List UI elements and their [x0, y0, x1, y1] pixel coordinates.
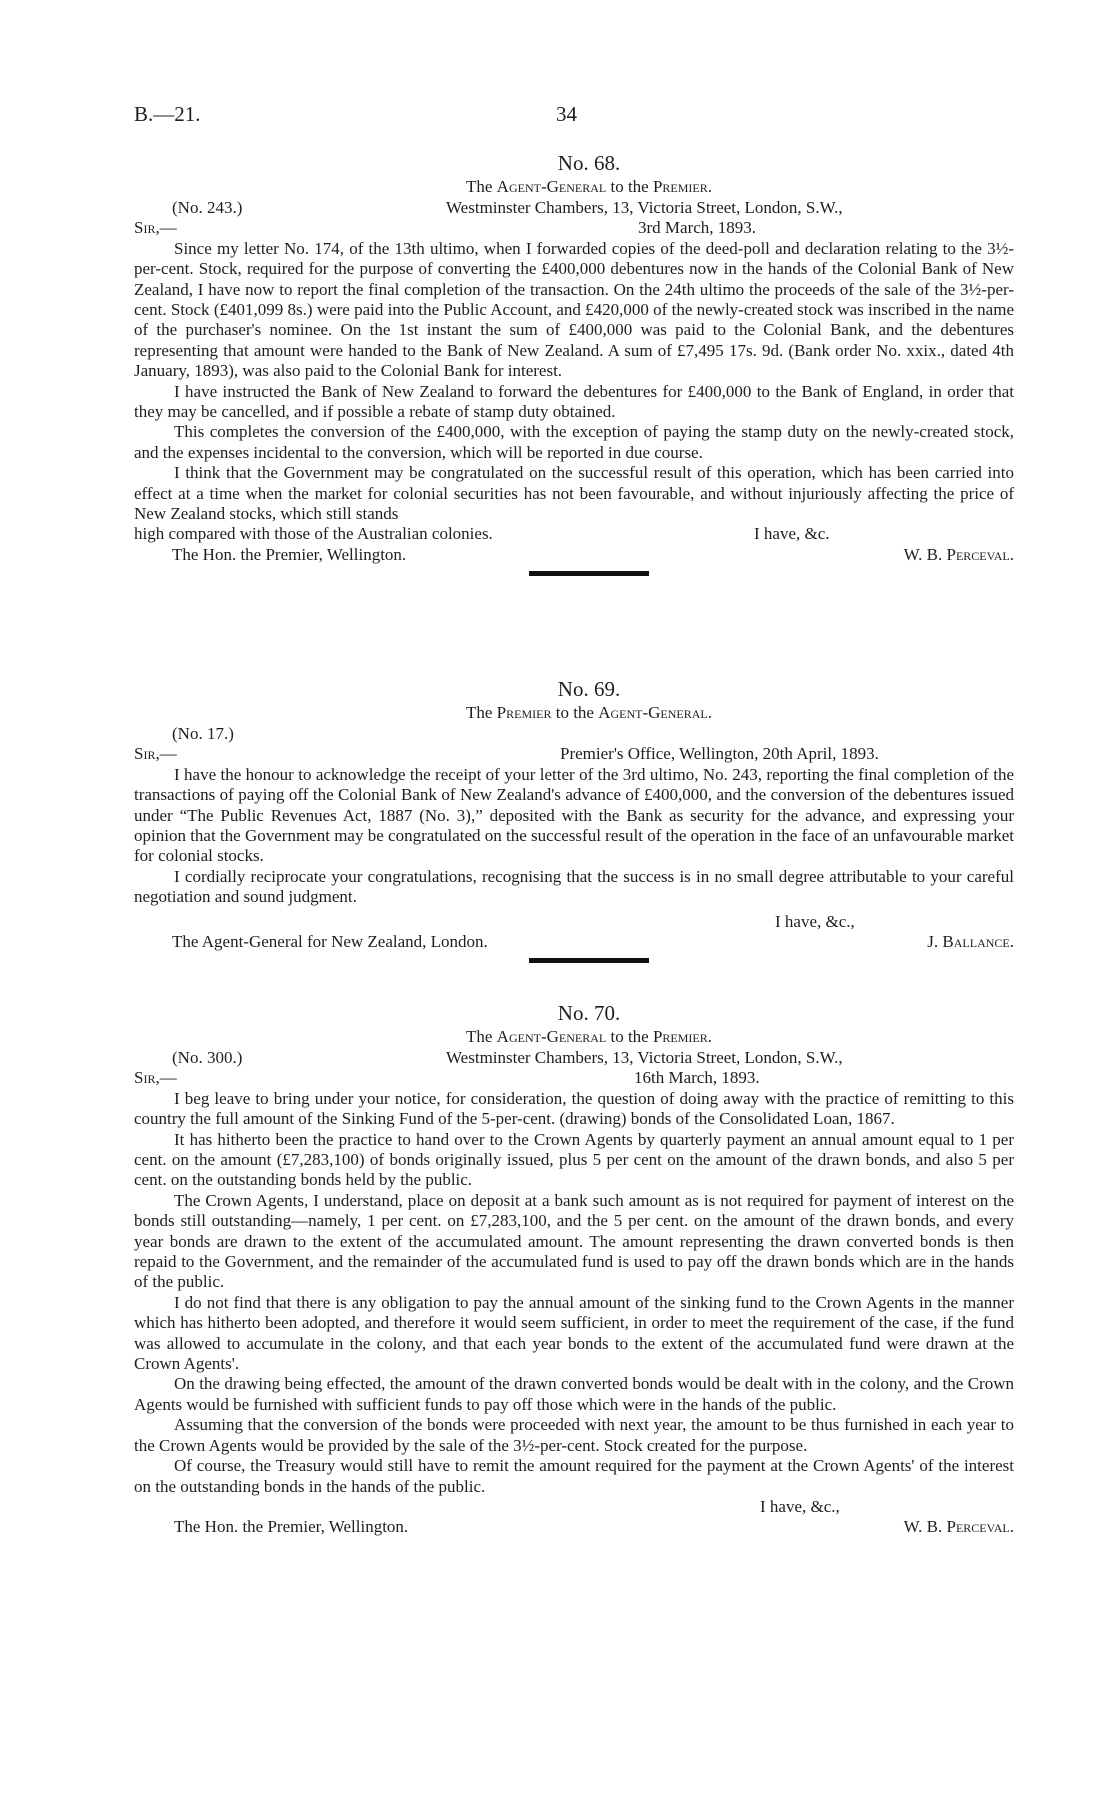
paragraph: Assuming that the conversion of the bonds were proceeded with next year, the amount to be thus furnished in each year to the Crown Agents would be provided by the sale of the 3½-per-cent. Stock created for the purpose. [134, 1415, 1014, 1455]
paragraph: Of course, the Treasury would still have to remit the amount required for the payment at the Crown Agents' of the interest on the outstanding bonds in the hands of the public. [134, 1456, 1014, 1496]
letter-reference: (No. 243.) [172, 198, 243, 217]
signature: W. B. Perceval. [903, 1517, 1014, 1537]
section-divider [529, 958, 649, 963]
letter-69 [134, 676, 1014, 973]
letter-reference: (No. 300.) [172, 1048, 243, 1067]
paragraph: I cordially reciprocate your congratulations, recognising that the success is in no small degree attributable to your careful negotiation and sound judgment. [134, 866, 1014, 907]
letter-reference: (No. 17.) [172, 724, 234, 743]
recipient: Agent-General [598, 703, 708, 722]
salutation: Sir,— [134, 218, 177, 238]
paragraph: I do not find that there is any obligation to pay the annual amount of the sinking fund to the Crown Agents in the manner which has hitherto been adopted, and therefore it would seem sufficient, in order to meet the requirement of the case, if the fund was allowed to accumulate in the colony, and that each year bonds to the extent of the accumulated fund were drawn at the Crown Agents'. [134, 1292, 1014, 1374]
closing: I have, &c., [760, 1496, 840, 1516]
salutation: Sir,— [134, 1068, 177, 1088]
document-code: B.—21. [134, 102, 201, 126]
paragraph-last-line: high compared with those of the Australian colonies. [134, 524, 493, 544]
letter-body [134, 1089, 1014, 1497]
sender: Agent-General [496, 177, 607, 196]
sender-address: Westminster Chambers, 13, Victoria Street, London, S.W., [446, 198, 843, 217]
signature: W. B. Perceval. [903, 544, 1014, 564]
letter-date: 3rd March, 1893. [638, 218, 757, 238]
sender: Agent-General [496, 1027, 607, 1046]
letter-title: The Premier to the Agent-General. [465, 703, 713, 722]
letter-68 [134, 150, 1014, 586]
paragraph: This completes the conversion of the £400,000, with the exception of paying the stamp duty on the newly-created stock, and the expenses incidental to the conversion, which will be reported in due course. [134, 422, 1014, 462]
letter-title: The Agent-General to the Premier. [465, 1027, 713, 1046]
recipient: Premier [652, 1027, 708, 1046]
signature: J. Ballance. [927, 932, 1014, 952]
salutation: Sir,— [134, 744, 177, 764]
letter-title: The Agent-General to the Premier. [465, 177, 713, 196]
closing: I have, &c., [775, 911, 855, 931]
paragraph: Since my letter No. 174, of the 13th ultimo, when I forwarded copies of the deed-poll and declaration relating to the 3½-per-cent. Stock, required for the purpose of converting the £400,000 debentures now in the hands of the Colonial Bank of New Zealand, I have now to report the final completion of the transaction. On the 24th ultimo the proceeds of the sale of the 3½-per-cent. Stock (£401,099 8s.) were paid into the Public Account, and £420,000 of the newly-created stock was inscribed in the name of the purchaser's nominee. On the 1st instant the sum of £400,000 was paid to the Colonial Bank, and the debentures representing that amount were handed to the Bank of New Zealand. A sum of £7,495 17s. 9d. (Bank order No. xxix., dated 4th January, 1893), was also paid to the Colonial Bank for interest. [134, 238, 1014, 381]
addressee: The Agent-General for New Zealand, London. [172, 932, 488, 952]
paragraph: I have instructed the Bank of New Zealand to forward the debentures for £400,000 to the Bank of England, in order that they may be cancelled, and if possible a rebate of stamp duty obtained. [134, 381, 1014, 422]
letter-body [134, 239, 1014, 525]
closing: I have, &c. [754, 524, 830, 544]
section-divider [529, 571, 649, 576]
paragraph: I think that the Government may be congratulated on the successful result of this operation, which has been carried into effect at a time when the market for colonial securities has not been favourable, and without injuriously affecting the price of New Zealand stocks, which still stands [134, 463, 1014, 524]
letter-number: No. 70. [557, 1001, 621, 1025]
sender: Premier [496, 703, 552, 722]
paragraph: It has hitherto been the practice to hand over to the Crown Agents by quarterly payment an annual amount equal to 1 per cent. on the amount (£7,283,100) of bonds originally issued, plus 5 per cent on the amount of the drawn bonds, and also 5 per cent. on the outstanding bonds held by the public. [134, 1129, 1014, 1190]
addressee: The Hon. the Premier, Wellington. [174, 1517, 409, 1537]
page-number: 34 [556, 102, 577, 126]
sender-address: Westminster Chambers, 13, Victoria Street, London, S.W., [446, 1048, 843, 1067]
paragraph: I beg leave to bring under your notice, for consideration, the question of doing away with the practice of remitting to this country the full amount of the Sinking Fund of the 5-per-cent. (drawing) bonds of the Consolidated Loan, 1867. [134, 1088, 1014, 1129]
addressee: The Hon. the Premier, Wellington. [172, 544, 407, 564]
letter-date: 16th March, 1893. [634, 1068, 760, 1088]
letter-body [134, 765, 1014, 908]
letter-70 [134, 1000, 1014, 1538]
letter-number: No. 68. [557, 151, 621, 175]
letter-office-date: Premier's Office, Wellington, 20th April, 1893. [560, 744, 879, 764]
letter-number: No. 69. [557, 677, 621, 701]
paragraph: On the drawing being effected, the amount of the drawn converted bonds would be dealt with in the colony, and the Crown Agents would be furnished with sufficient funds to pay off those which were in the hands of the public. [134, 1374, 1014, 1414]
recipient: Premier [652, 177, 708, 196]
paragraph: I have the honour to acknowledge the receipt of your letter of the 3rd ultimo, No. 243, reporting the final completion of the transactions of paying off the Colonial Bank of New Zealand's advance of £400,000, and the conversion of the debentures issued under “The Public Revenues Act, 1887 (No. 3),” deposited with the Bank as security for the advance, and expressing your opinion that the Government may be congratulated on the successful result of the operation in the face of an unfavourable market for colonial stocks. [134, 764, 1014, 866]
paragraph: The Crown Agents, I understand, place on deposit at a bank such amount as is not required for payment of interest on the bonds still outstanding—namely, 1 per cent. on £7,283,100, and the 5 per cent. on the amount of the drawn bonds, and every year bonds are drawn to the extent of the accumulated amount. The amount representing the drawn converted bonds is then repaid to the Government, and the remainder of the accumulated fund is used to pay off the drawn bonds which are in the hands of the public. [134, 1190, 1014, 1292]
